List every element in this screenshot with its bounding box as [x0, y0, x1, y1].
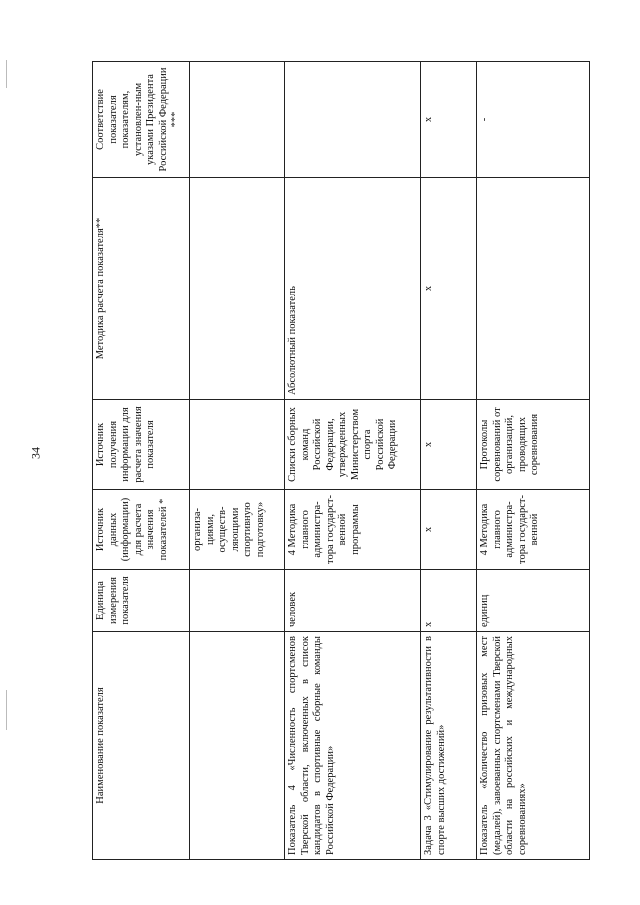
table-row	[477, 62, 590, 860]
cell-unit: человек	[285, 570, 421, 632]
cell-compliance	[285, 62, 421, 178]
cell-indicator-name: Задача 3 «Стимулирование результативности в спорте высших достижений»	[421, 632, 477, 860]
header-compliance: Соответствие показателя показателям, установлен-ным указами Президента Российской Федерации ***	[93, 62, 190, 178]
indicator-table-frame	[92, 62, 590, 860]
cell-method: Абсолютный показатель	[285, 178, 421, 400]
cell-info-source: Протоколы соревнований от организаций, проводящих соревнования	[477, 400, 590, 490]
rotated-table-wrapper	[92, 62, 590, 860]
cell-info-source: Списки сборных команд Российской Федерации, утвержденных Министерством спорта Российской Федерации	[285, 400, 421, 490]
header-unit: Единица измерения показателя	[93, 570, 190, 632]
cell-compliance	[190, 62, 285, 178]
page-number: 34	[28, 447, 43, 459]
table-row	[421, 62, 477, 860]
cell-info-source	[190, 400, 285, 490]
cell-method	[477, 178, 590, 400]
cell-unit: единиц	[477, 570, 590, 632]
cell-indicator-name	[190, 632, 285, 860]
cell-data-source: х	[421, 490, 477, 570]
cell-unit	[190, 570, 285, 632]
cell-info-source: х	[421, 400, 477, 490]
table-header-row	[93, 62, 190, 860]
cell-data-source: организа-циями, осуществ-ляющими спортивную подготовку»	[190, 490, 285, 570]
cell-compliance: -	[477, 62, 590, 178]
cell-method	[190, 178, 285, 400]
cell-indicator-name: Показатель 4 «Численность спортсменов Тверской области, включенных в список кандидатов в спортивные сборные команды Российской Федерации»	[285, 632, 421, 860]
header-method: Методика расчета показателя**	[93, 178, 190, 400]
table-row	[285, 62, 421, 860]
table-row	[190, 62, 285, 860]
cell-data-source: 4 Методика главного администра-тора государст-венной	[477, 490, 590, 570]
cell-unit: х	[421, 570, 477, 632]
header-info-source: Источник получения информации для расчета значения показателя	[93, 400, 190, 490]
cell-compliance: х	[421, 62, 477, 178]
scan-edge-mark-bottom	[6, 690, 7, 730]
cell-method: х	[421, 178, 477, 400]
scan-edge-mark-top	[6, 60, 7, 88]
cell-data-source: 4 Методика главного администра-тора государст-венной программы	[285, 490, 421, 570]
indicator-table	[92, 61, 590, 860]
header-indicator-name: Наименование показателя	[93, 632, 190, 860]
header-data-source: Источник данных (информации) для расчета значения показателей *	[93, 490, 190, 570]
cell-indicator-name: Показатель «Количество призовых мест (медалей), завоеванных спортсменами Тверской области на российских и международных соревнованиях»	[477, 632, 590, 860]
